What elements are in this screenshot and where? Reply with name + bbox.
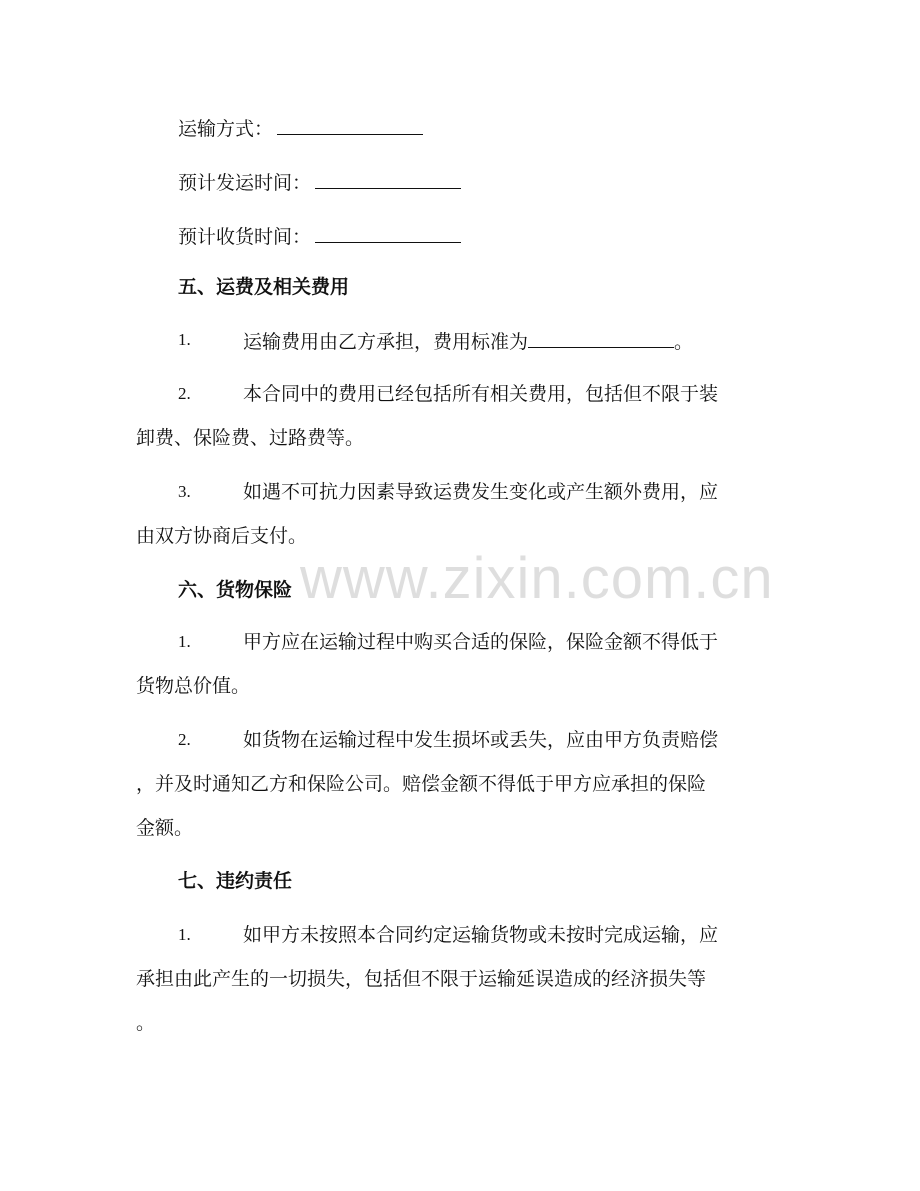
list-number: 2.: [178, 384, 191, 403]
section6-item2-cont2: 金额。: [136, 817, 194, 839]
section5-item3: [0, 477, 920, 507]
est-dispatch-field: [0, 166, 920, 196]
list-number: 1.: [178, 330, 191, 349]
fee-standard-blank: [528, 325, 674, 348]
est-receipt-field: [0, 220, 920, 250]
est-receipt-blank: [315, 220, 461, 243]
list-text: 本合同中的费用已经包括所有相关费用，包括但不限于装: [243, 383, 719, 405]
section6-item2: [0, 725, 920, 755]
list-number: 2.: [178, 730, 191, 749]
shipping-method-field: [0, 112, 920, 142]
section7-item1-cont2: 。: [136, 1012, 156, 1034]
section7-item1-cont: 承担由此产生的一切损失，包括但不限于运输延误造成的经济损失等: [136, 968, 707, 990]
section5-item1: [0, 325, 920, 355]
est-dispatch-label: 预计发运时间：: [178, 172, 312, 194]
section5-item2-cont: 卸费、保险费、过路费等。: [136, 427, 365, 449]
list-number: 3.: [178, 482, 191, 501]
section7-title: 七、违约责任: [178, 870, 293, 892]
section7-item1: [0, 920, 920, 950]
section6-item1: [0, 627, 920, 657]
list-text: 运输费用由乙方承担，费用标准为 。: [243, 325, 693, 357]
section5-title: 五、运费及相关费用: [178, 276, 350, 298]
list-number: 1.: [178, 632, 191, 651]
list-text: 如遇不可抗力因素导致运费发生变化或产生额外费用，应: [243, 481, 719, 503]
watermark: www.zixin.com.cn: [300, 546, 774, 611]
section6-item1-cont: 货物总价值。: [136, 675, 251, 697]
section5-item3-cont: 由双方协商后支付。: [136, 525, 308, 547]
section5-item2: [0, 379, 920, 409]
list-text: 甲方应在运输过程中购买合适的保险，保险金额不得低于: [243, 631, 719, 653]
est-receipt-label: 预计收货时间：: [178, 226, 312, 248]
list-number: 1.: [178, 925, 191, 944]
est-dispatch-blank: [315, 166, 461, 189]
list-text: 如货物在运输过程中发生损坏或丢失，应由甲方负责赔偿: [243, 729, 719, 751]
section6-item2-cont: ，并及时通知乙方和保险公司。赔偿金额不得低于甲方应承担的保险: [136, 773, 707, 795]
list-text: 如甲方未按照本合同约定运输货物或未按时完成运输，应: [243, 924, 719, 946]
shipping-method-label: 运输方式：: [178, 118, 274, 140]
shipping-method-blank: [277, 112, 423, 135]
section6-title: 六、货物保险: [178, 579, 293, 601]
